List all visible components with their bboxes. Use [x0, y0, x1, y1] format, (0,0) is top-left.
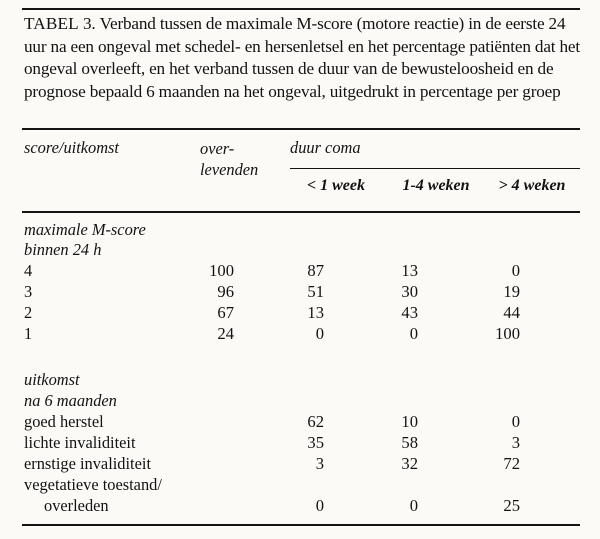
- table-row: [0, 412, 600, 434]
- cell-week4plus: 25: [503, 496, 520, 515]
- cell-week4plus: 19: [503, 282, 520, 301]
- cell-week1: 51: [307, 282, 324, 301]
- table-row: [0, 454, 600, 476]
- cell-week1to4: 58: [401, 433, 418, 452]
- cell-week1to4: 30: [401, 282, 418, 301]
- section-title-row: [0, 240, 600, 262]
- section-title-uitkomst-line1: uitkomst: [24, 370, 80, 389]
- section-title-row: [0, 391, 600, 413]
- row-label: 1: [24, 324, 33, 343]
- cell-week1: 62: [307, 412, 324, 431]
- column-header-week4plus: > 4 weken: [498, 177, 566, 194]
- cell-survivors: 96: [217, 282, 234, 301]
- row-label: overleden: [44, 496, 109, 515]
- row-label: ernstige invaliditeit: [24, 454, 151, 473]
- cell-survivors: 67: [217, 303, 234, 322]
- cell-week1to4: 13: [401, 261, 418, 280]
- section-title-row: [0, 370, 600, 392]
- cell-survivors: 24: [217, 324, 234, 343]
- table-row: [0, 475, 600, 497]
- section-title-uitkomst-line2: na 6 maanden: [24, 391, 117, 410]
- cell-week1: 13: [307, 303, 324, 322]
- cell-week1: 0: [315, 324, 324, 343]
- cell-week4plus: 44: [503, 303, 520, 322]
- row-label: goed herstel: [24, 412, 104, 431]
- cell-week1to4: 10: [401, 412, 418, 431]
- table-caption: [24, 13, 580, 103]
- rule-bottom: [22, 524, 580, 526]
- rule-below-header: [22, 211, 580, 213]
- row-label: 3: [24, 282, 33, 301]
- column-header-row-label: score/uitkomst: [24, 138, 119, 157]
- cell-week1: 87: [307, 261, 324, 280]
- column-header-survivors-line2: levenden: [200, 160, 259, 179]
- section-title-mscore-line1: maximale M-score: [24, 220, 146, 239]
- cell-week1to4: 0: [409, 324, 418, 343]
- caption-text: Verband tussen de maximale M-score (motore reactie) in de eerste 24 uur na een ongeval met schedel- en hersenletsel en het percentage patiënten dat het ongeval overleeft, en het verband tussen de duur van de bewusteloosheid en de prognose bepaald 6 maanden na het ongeval, uitgedrukt in percentage per groep: [24, 14, 580, 101]
- table-row: [0, 261, 600, 283]
- row-label: vegetatieve toestand/: [24, 475, 162, 494]
- cell-week1to4: 43: [401, 303, 418, 322]
- column-header-survivors-line1: over-: [200, 139, 235, 158]
- row-label: 2: [24, 303, 33, 322]
- column-header-week1to4: 1-4 weken: [402, 177, 470, 194]
- cell-week1to4: 0: [409, 496, 418, 515]
- column-header-week1: < 1 week: [307, 177, 365, 194]
- table-row: [0, 496, 600, 518]
- cell-week4plus: 72: [503, 454, 520, 473]
- cell-week4plus: 3: [511, 433, 520, 452]
- cell-week1: 35: [307, 433, 324, 452]
- cell-survivors: 100: [209, 261, 234, 280]
- column-group-header-coma: duur coma: [290, 138, 361, 157]
- section-title-mscore-line2: binnen 24 h: [24, 240, 102, 259]
- table-row: [0, 324, 600, 346]
- section-title-row: [0, 220, 600, 242]
- caption-number: 3.: [82, 14, 96, 33]
- cell-week4plus: 100: [495, 324, 520, 343]
- row-label: 4: [24, 261, 33, 280]
- column-header-survivors: [200, 138, 258, 180]
- cell-week1to4: 32: [401, 454, 418, 473]
- rule-below-caption: [22, 128, 580, 130]
- table-row: [0, 282, 600, 304]
- cell-week1: 3: [315, 454, 324, 473]
- cell-week1: 0: [315, 496, 324, 515]
- cell-week4plus: 0: [511, 412, 520, 431]
- row-label: lichte invaliditeit: [24, 433, 136, 452]
- rule-top: [22, 8, 580, 10]
- rule-under-group-header: [290, 168, 580, 169]
- table-row: [0, 433, 600, 455]
- table-row: [0, 303, 600, 325]
- caption-label: TABEL: [24, 14, 79, 33]
- cell-week4plus: 0: [511, 261, 520, 280]
